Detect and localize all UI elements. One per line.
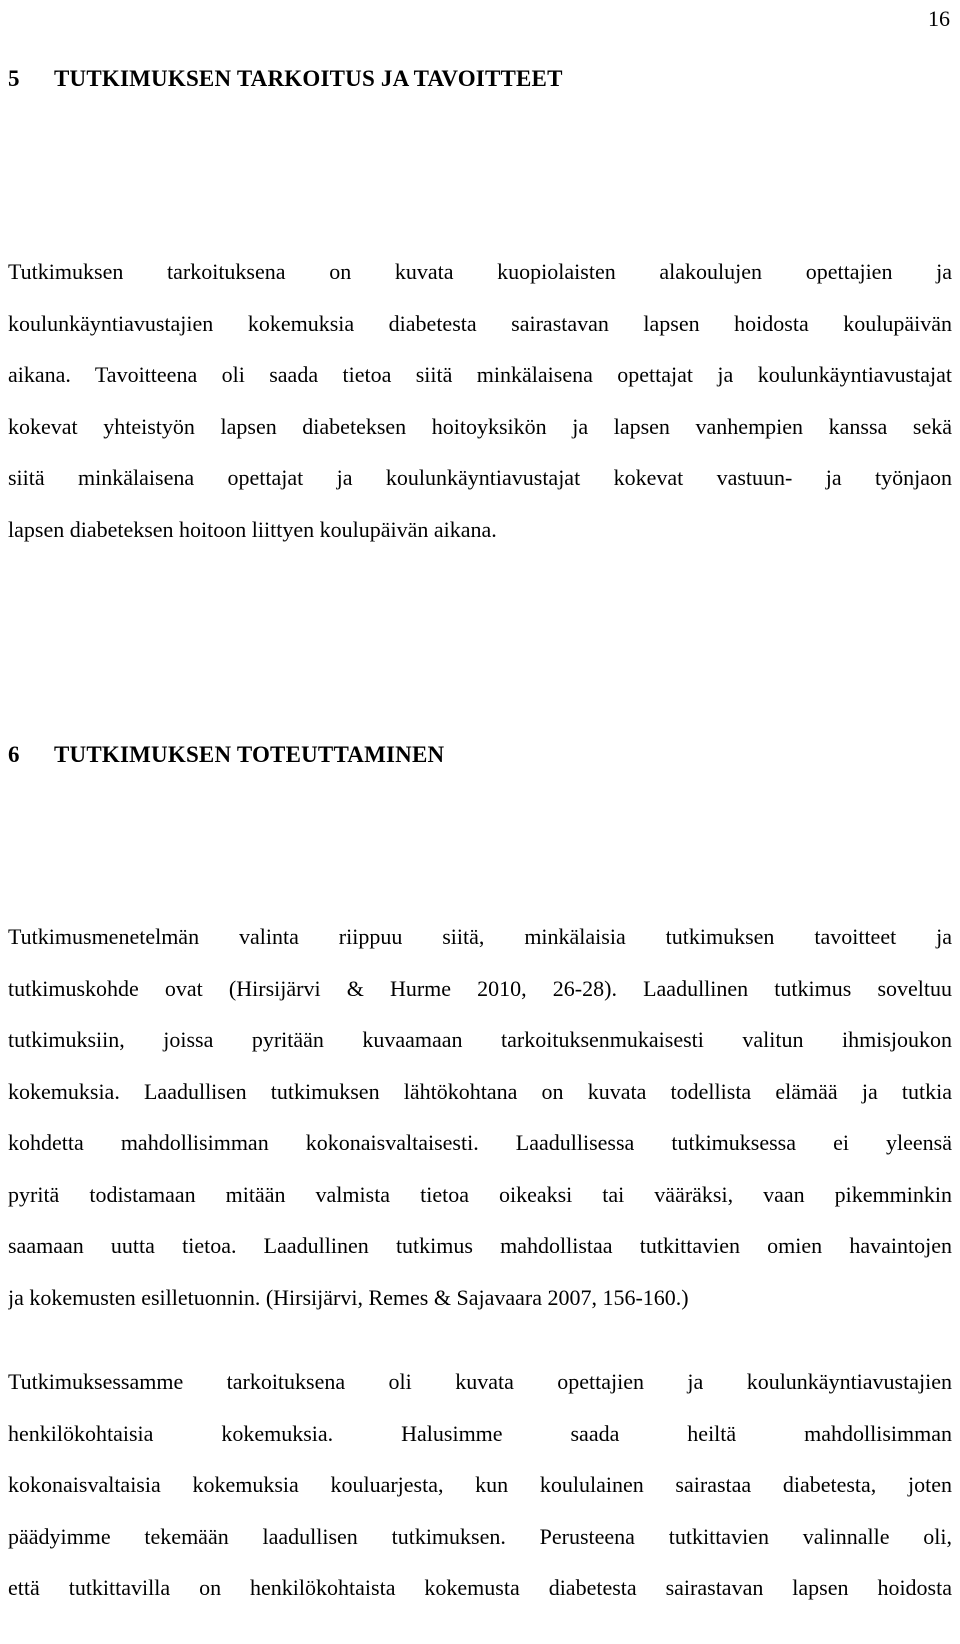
paragraph-line: aikana. Tavoitteena oli saada tietoa siitä minkälaisena opettajat ja koulunkäyntiavustajat [8, 362, 952, 387]
section-5-number: 5 [8, 66, 20, 91]
paragraph-line: saamaan uutta tietoa. Laadullinen tutkimus mahdollistaa tutkittavien omien havaintojen [8, 1233, 952, 1258]
section-5-paragraph [8, 246, 952, 555]
section-6-heading [8, 742, 444, 768]
paragraph-line: että tutkittavilla on henkilökohtaista kokemusta diabetesta sairastavan lapsen hoidosta [8, 1575, 952, 1600]
section-5-title: TUTKIMUKSEN TARKOITUS JA TAVOITTEET [54, 66, 563, 91]
section-6-paragraph-1 [8, 911, 952, 1323]
paragraph-line: lapsen diabeteksen hoitoon liittyen koulupäivän aikana. [8, 516, 497, 542]
paragraph-line: ja kokemusten esilletuonnin. (Hirsijärvi, Remes & Sajavaara 2007, 156-160.) [8, 1284, 689, 1310]
section-6-paragraph-2 [8, 1356, 952, 1614]
paragraph-line: siitä minkälaisena opettajat ja koulunkäyntiavustajat kokevat vastuun- ja työnjaon [8, 465, 952, 490]
paragraph-line: Tutkimuksessamme tarkoituksena oli kuvata opettajien ja koulunkäyntiavustajien [8, 1369, 952, 1394]
paragraph-line: kohdetta mahdollisimman kokonaisvaltaisesti. Laadullisessa tutkimuksessa ei yleensä [8, 1130, 952, 1155]
paragraph-line: kokonaisvaltaisia kokemuksia kouluarjesta, kun koululainen sairastaa diabetesta, joten [8, 1472, 952, 1497]
paragraph-line: Tutkimuksen tarkoituksena on kuvata kuopiolaisten alakoulujen opettajien ja [8, 259, 952, 284]
paragraph-line: koulunkäyntiavustajien kokemuksia diabetesta sairastavan lapsen hoidosta koulupäivän [8, 310, 952, 336]
paragraph-line: päädyimme tekemään laadullisen tutkimuksen. Perusteena tutkittavien valinnalle oli, [8, 1523, 952, 1549]
paragraph-line: henkilökohtaisia kokemuksia. Halusimme saada heiltä mahdollisimman [8, 1420, 952, 1446]
paragraph-line: tutkimuksiin, joissa pyritään kuvaamaan tarkoituksenmukaisesti valitun ihmisjoukon [8, 1027, 952, 1052]
paragraph-line: tutkimuskohde ovat (Hirsijärvi & Hurme 2010, 26-28). Laadullinen tutkimus soveltuu [8, 975, 952, 1001]
section-6-title: TUTKIMUKSEN TOTEUTTAMINEN [54, 742, 445, 767]
page-number: 16 [928, 6, 950, 31]
paragraph-line: kokemuksia. Laadullisen tutkimuksen lähtökohtana on kuvata todellista elämää ja tutkia [8, 1078, 952, 1104]
paragraph-line: Tutkimusmenetelmän valinta riippuu siitä, minkälaisia tutkimuksen tavoitteet ja [8, 924, 952, 949]
section-5-heading [8, 66, 563, 92]
paragraph-line: kokevat yhteistyön lapsen diabeteksen hoitoyksikön ja lapsen vanhempien kanssa sekä [8, 413, 952, 439]
section-6-number: 6 [8, 742, 20, 767]
paragraph-line: pyritä todistamaan mitään valmista tietoa oikeaksi tai vääräksi, vaan pikemminkin [8, 1181, 952, 1207]
